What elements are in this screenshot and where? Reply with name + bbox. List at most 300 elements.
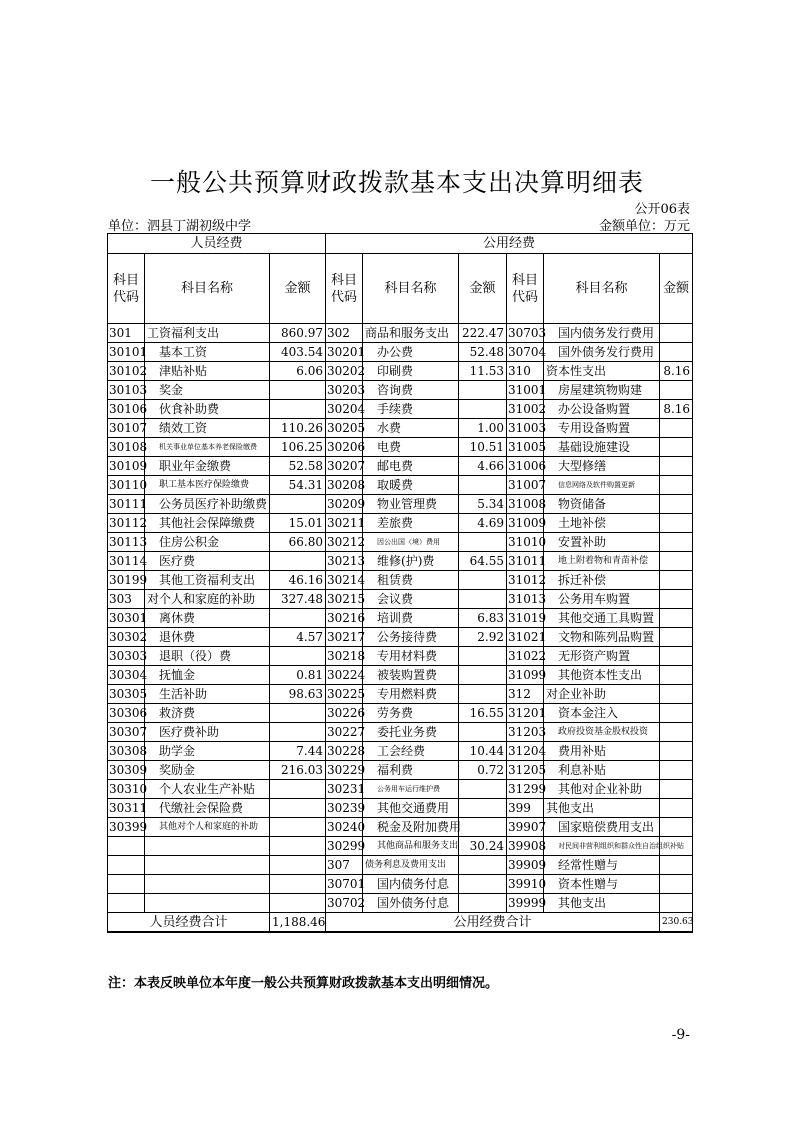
subject-name: 维修(护)费	[363, 552, 459, 571]
table-row	[108, 362, 693, 381]
amount	[660, 723, 693, 742]
amount: 52.58	[270, 457, 326, 476]
subject-name: 土地补偿	[544, 514, 660, 533]
amount	[660, 628, 693, 647]
subject-code: 301	[108, 324, 145, 343]
subject-name: 电费	[363, 438, 459, 457]
page-number: -9-	[671, 1027, 690, 1043]
amount	[270, 894, 326, 913]
subject-name: 住房公积金	[145, 533, 270, 552]
header-name: 科目名称	[544, 254, 660, 324]
table-row	[108, 761, 693, 780]
amount	[270, 381, 326, 400]
subject-code: 30227	[326, 723, 363, 742]
amount: 106.25	[270, 438, 326, 457]
amount	[660, 571, 693, 590]
subject-name: 绩效工资	[145, 419, 270, 438]
amount: 6.83	[459, 609, 507, 628]
subject-code: 31002	[507, 400, 544, 419]
amount: 10.44	[459, 742, 507, 761]
amount	[660, 818, 693, 837]
subject-name: 对个人和家庭的补助	[145, 590, 270, 609]
subject-name: 培训费	[363, 609, 459, 628]
subject-name: 资本性赠与	[544, 875, 660, 894]
amount: 8.16	[660, 362, 693, 381]
header-code: 科目 代码	[108, 254, 145, 324]
amount	[660, 685, 693, 704]
subject-name: 离休费	[145, 609, 270, 628]
subject-code: 30202	[326, 362, 363, 381]
subject-name: 物业管理费	[363, 495, 459, 514]
amount	[459, 476, 507, 495]
subject-code: 30208	[326, 476, 363, 495]
subject-name: 抚恤金	[145, 666, 270, 685]
amount	[660, 381, 693, 400]
subject-code: 30204	[326, 400, 363, 419]
subject-code: 30112	[108, 514, 145, 533]
subject-name	[145, 894, 270, 913]
subject-code: 30106	[108, 400, 145, 419]
amount: 46.16	[270, 571, 326, 590]
subject-name: 其他工资福利支出	[145, 571, 270, 590]
amount	[459, 780, 507, 799]
subject-code: 30228	[326, 742, 363, 761]
table-row	[108, 799, 693, 818]
subject-code: 30211	[326, 514, 363, 533]
subject-code: 30225	[326, 685, 363, 704]
money-unit: 金额单位：万元	[598, 219, 690, 234]
subject-name: 国家赔偿费用支出	[544, 818, 660, 837]
amount	[459, 856, 507, 875]
subject-name: 其他支出	[544, 799, 660, 818]
subject-code: 30311	[108, 799, 145, 818]
table-row	[108, 704, 693, 723]
subject-name: 资本金注入	[544, 704, 660, 723]
header-amount: 金额	[459, 254, 507, 324]
amount: 64.55	[459, 552, 507, 571]
subject-code	[108, 894, 145, 913]
table-row	[108, 609, 693, 628]
table-row	[108, 590, 693, 609]
subject-code: 30310	[108, 780, 145, 799]
subject-code	[108, 837, 145, 856]
subject-code: 30213	[326, 552, 363, 571]
subject-code: 30308	[108, 742, 145, 761]
amount	[660, 780, 693, 799]
subject-name	[145, 875, 270, 894]
subject-code: 30203	[326, 381, 363, 400]
table-row	[108, 381, 693, 400]
table-row	[108, 723, 693, 742]
subject-code: 39907	[507, 818, 544, 837]
subject-code: 31003	[507, 419, 544, 438]
subject-code: 302	[326, 324, 363, 343]
table-row	[108, 514, 693, 533]
amount	[459, 799, 507, 818]
subject-name: 工资福利支出	[145, 324, 270, 343]
subject-name: 专用燃料费	[363, 685, 459, 704]
footnote: 注：本表反映单位本年度一般公共预算财政拨款基本支出明细情况。	[108, 976, 499, 991]
reporting-unit: 单位：泗县丁湖初级中学	[108, 219, 252, 234]
subject-name: 工会经费	[363, 742, 459, 761]
subject-name	[145, 837, 270, 856]
public-total-label: 公用经费合计	[326, 913, 660, 933]
subject-name: 无形资产购置	[544, 647, 660, 666]
amount	[459, 400, 507, 419]
subject-code: 30306	[108, 704, 145, 723]
subject-code: 30224	[326, 666, 363, 685]
subject-code: 30101	[108, 343, 145, 362]
amount: 54.31	[270, 476, 326, 495]
amount: 0.81	[270, 666, 326, 685]
table-row	[108, 571, 693, 590]
subject-code: 31010	[507, 533, 544, 552]
subject-code: 30702	[326, 894, 363, 913]
amount	[270, 818, 326, 837]
amount: 0.72	[459, 761, 507, 780]
subject-code: 30209	[326, 495, 363, 514]
subject-name: 办公设备购置	[544, 400, 660, 419]
subject-name: 公务用车购置	[544, 590, 660, 609]
subject-code: 31001	[507, 381, 544, 400]
subject-code: 30110	[108, 476, 145, 495]
subject-code: 30217	[326, 628, 363, 647]
subject-name: 劳务费	[363, 704, 459, 723]
subject-name: 其他对企业补助	[544, 780, 660, 799]
subject-name: 医疗费	[145, 552, 270, 571]
subject-code: 30301	[108, 609, 145, 628]
amount	[270, 552, 326, 571]
amount: 4.57	[270, 628, 326, 647]
subject-code: 30303	[108, 647, 145, 666]
amount: 216.03	[270, 761, 326, 780]
amount	[660, 590, 693, 609]
table-row	[108, 533, 693, 552]
subject-name: 奖励金	[145, 761, 270, 780]
amount	[660, 761, 693, 780]
amount	[459, 818, 507, 837]
subject-code: 30239	[326, 799, 363, 818]
amount: 10.51	[459, 438, 507, 457]
amount: 30.24	[459, 837, 507, 856]
subject-name: 国内债务发行费用	[544, 324, 660, 343]
amount	[270, 723, 326, 742]
personnel-total-amount: 1,188.46	[270, 913, 326, 933]
header-amount: 金额	[660, 254, 693, 324]
amount	[660, 552, 693, 571]
table-row	[108, 742, 693, 761]
subject-name: 费用补贴	[544, 742, 660, 761]
header-name: 科目名称	[363, 254, 459, 324]
subject-code: 30207	[326, 457, 363, 476]
table-row	[108, 818, 693, 837]
subject-name: 利息补贴	[544, 761, 660, 780]
subject-code: 30107	[108, 419, 145, 438]
subject-code: 31203	[507, 723, 544, 742]
table-row	[108, 647, 693, 666]
subject-code: 303	[108, 590, 145, 609]
subject-code: 30231	[326, 780, 363, 799]
amount	[660, 495, 693, 514]
amount	[270, 837, 326, 856]
subject-code: 31006	[507, 457, 544, 476]
table-row	[108, 837, 693, 856]
subject-code: 39910	[507, 875, 544, 894]
subject-code: 31012	[507, 571, 544, 590]
subject-code: 31205	[507, 761, 544, 780]
amount	[459, 571, 507, 590]
subject-code	[108, 856, 145, 875]
subject-code: 30309	[108, 761, 145, 780]
totals-row	[108, 913, 693, 933]
subject-name	[145, 856, 270, 875]
amount: 98.63	[270, 685, 326, 704]
table-row	[108, 457, 693, 476]
table-row	[108, 856, 693, 875]
subject-name: 地上附着物和青苗补偿	[544, 552, 660, 571]
subject-name: 国外债务发行费用	[544, 343, 660, 362]
amount: 2.92	[459, 628, 507, 647]
expenditure-table	[107, 233, 693, 933]
subject-name: 办公费	[363, 343, 459, 362]
subject-code: 31099	[507, 666, 544, 685]
subject-name: 生活补助	[145, 685, 270, 704]
amount	[270, 704, 326, 723]
table-row	[108, 400, 693, 419]
amount	[660, 609, 693, 628]
table-row	[108, 438, 693, 457]
amount: 6.06	[270, 362, 326, 381]
subject-name: 公务用车运行维护费	[363, 780, 459, 799]
subject-name: 其他对个人和家庭的补助	[145, 818, 270, 837]
subject-code: 30703	[507, 324, 544, 343]
subject-code: 31008	[507, 495, 544, 514]
page-title: 一般公共预算财政拨款基本支出决算明细表	[149, 168, 644, 197]
amount: 66.80	[270, 533, 326, 552]
table-row	[108, 666, 693, 685]
amount	[660, 457, 693, 476]
subject-name: 手续费	[363, 400, 459, 419]
subject-code: 30114	[108, 552, 145, 571]
subject-code: 39999	[507, 894, 544, 913]
amount	[270, 647, 326, 666]
subject-name: 国外债务付息	[363, 894, 459, 913]
amount: 860.97	[270, 324, 326, 343]
subject-name: 租赁费	[363, 571, 459, 590]
amount: 5.34	[459, 495, 507, 514]
subject-name: 其他商品和服务支出	[363, 837, 459, 856]
subject-name: 职业年金缴费	[145, 457, 270, 476]
amount	[660, 343, 693, 362]
amount	[270, 856, 326, 875]
subject-name: 税金及附加费用	[363, 818, 459, 837]
subject-name: 文物和陈列品购置	[544, 628, 660, 647]
amount: 11.53	[459, 362, 507, 381]
amount	[459, 875, 507, 894]
subject-name: 资本性支出	[544, 362, 660, 381]
amount	[660, 476, 693, 495]
amount	[459, 723, 507, 742]
subject-name: 津贴补贴	[145, 362, 270, 381]
subject-name: 信息网络及软件购置更新	[544, 476, 660, 495]
subject-name: 救济费	[145, 704, 270, 723]
subject-code: 30113	[108, 533, 145, 552]
subject-code: 31299	[507, 780, 544, 799]
subject-name: 咨询费	[363, 381, 459, 400]
subject-name: 个人农业生产补贴	[145, 780, 270, 799]
subject-name: 债务利息及费用支出	[363, 856, 459, 875]
subject-name: 其他资本性支出	[544, 666, 660, 685]
amount	[459, 533, 507, 552]
table-row	[108, 495, 693, 514]
header-amount: 金额	[270, 254, 326, 324]
subject-code: 31021	[507, 628, 544, 647]
subject-code: 31022	[507, 647, 544, 666]
table-row	[108, 324, 693, 343]
amount: 1.00	[459, 419, 507, 438]
subject-code: 30214	[326, 571, 363, 590]
amount	[459, 381, 507, 400]
subject-code: 307	[326, 856, 363, 875]
personnel-total-label: 人员经费合计	[108, 913, 270, 933]
subject-name: 委托业务费	[363, 723, 459, 742]
subject-name: 印刷费	[363, 362, 459, 381]
subject-code: 31005	[507, 438, 544, 457]
subject-code: 30111	[108, 495, 145, 514]
amount	[270, 609, 326, 628]
subject-name: 代缴社会保险费	[145, 799, 270, 818]
amount	[459, 647, 507, 666]
subject-name: 专用材料费	[363, 647, 459, 666]
subject-code: 31007	[507, 476, 544, 495]
amount	[660, 856, 693, 875]
subject-code: 30226	[326, 704, 363, 723]
subject-name: 物资储备	[544, 495, 660, 514]
section-public: 公用经费	[326, 234, 693, 254]
amount	[660, 704, 693, 723]
public-total-amount: 230.63	[660, 913, 693, 933]
subject-code: 30701	[326, 875, 363, 894]
amount	[660, 799, 693, 818]
amount: 4.66	[459, 457, 507, 476]
subject-name: 国内债务付息	[363, 875, 459, 894]
subject-name: 医疗费补助	[145, 723, 270, 742]
section-personnel: 人员经费	[108, 234, 326, 254]
subject-name: 伙食补助费	[145, 400, 270, 419]
subject-code: 30205	[326, 419, 363, 438]
subject-code: 31013	[507, 590, 544, 609]
subject-name: 拆迁补偿	[544, 571, 660, 590]
subject-name: 商品和服务支出	[363, 324, 459, 343]
table-row	[108, 628, 693, 647]
subject-code: 30109	[108, 457, 145, 476]
amount: 52.48	[459, 343, 507, 362]
subject-code: 39908	[507, 837, 544, 856]
amount	[459, 666, 507, 685]
subject-name: 公务接待费	[363, 628, 459, 647]
amount: 4.69	[459, 514, 507, 533]
amount	[270, 400, 326, 419]
amount	[660, 875, 693, 894]
subject-code: 30299	[326, 837, 363, 856]
amount	[660, 666, 693, 685]
subject-name: 助学金	[145, 742, 270, 761]
subject-code: 30108	[108, 438, 145, 457]
subject-code: 31204	[507, 742, 544, 761]
subject-code: 30199	[108, 571, 145, 590]
amount: 222.47	[459, 324, 507, 343]
table-row	[108, 780, 693, 799]
subject-code: 31201	[507, 704, 544, 723]
amount	[660, 419, 693, 438]
subject-code: 30307	[108, 723, 145, 742]
amount	[660, 742, 693, 761]
subject-name: 其他交通工具购置	[544, 609, 660, 628]
subject-name: 基本工资	[145, 343, 270, 362]
amount	[270, 799, 326, 818]
table-row	[108, 419, 693, 438]
subject-code: 30218	[326, 647, 363, 666]
amount	[660, 533, 693, 552]
subject-name: 因公出国（境）费用	[363, 533, 459, 552]
subject-name: 安置补助	[544, 533, 660, 552]
subject-name: 水费	[363, 419, 459, 438]
subject-code: 399	[507, 799, 544, 818]
amount: 16.55	[459, 704, 507, 723]
subject-name: 对民间非营利组织和群众性自治组织补贴	[544, 837, 660, 856]
subject-name: 基础设施建设	[544, 438, 660, 457]
table-row	[108, 685, 693, 704]
subject-name: 对企业补助	[544, 685, 660, 704]
subject-code: 30215	[326, 590, 363, 609]
subject-name: 取暖费	[363, 476, 459, 495]
subject-name: 房屋建筑物购建	[544, 381, 660, 400]
amount	[459, 590, 507, 609]
subject-code: 30304	[108, 666, 145, 685]
subject-code: 312	[507, 685, 544, 704]
amount: 15.01	[270, 514, 326, 533]
amount: 403.54	[270, 343, 326, 362]
amount	[270, 495, 326, 514]
amount	[459, 685, 507, 704]
amount	[459, 894, 507, 913]
header-name: 科目名称	[145, 254, 270, 324]
subject-code: 30704	[507, 343, 544, 362]
subject-code: 31009	[507, 514, 544, 533]
subject-name: 公务员医疗补助缴费	[145, 495, 270, 514]
subject-name: 职工基本医疗保险缴费	[145, 476, 270, 495]
subject-name: 差旅费	[363, 514, 459, 533]
subject-name: 退职（役）费	[145, 647, 270, 666]
amount: 7.44	[270, 742, 326, 761]
subject-name: 其他交通费用	[363, 799, 459, 818]
subject-name: 退休费	[145, 628, 270, 647]
amount	[660, 647, 693, 666]
subject-code: 30216	[326, 609, 363, 628]
subject-code: 30102	[108, 362, 145, 381]
subject-code: 30206	[326, 438, 363, 457]
subject-code: 30103	[108, 381, 145, 400]
subject-code: 30305	[108, 685, 145, 704]
subject-code: 30201	[326, 343, 363, 362]
subject-name: 经常性赠与	[544, 856, 660, 875]
table-row	[108, 552, 693, 571]
subject-name: 政府投资基金股权投资	[544, 723, 660, 742]
table-row	[108, 875, 693, 894]
subject-code: 30302	[108, 628, 145, 647]
subject-name: 会议费	[363, 590, 459, 609]
amount	[660, 438, 693, 457]
